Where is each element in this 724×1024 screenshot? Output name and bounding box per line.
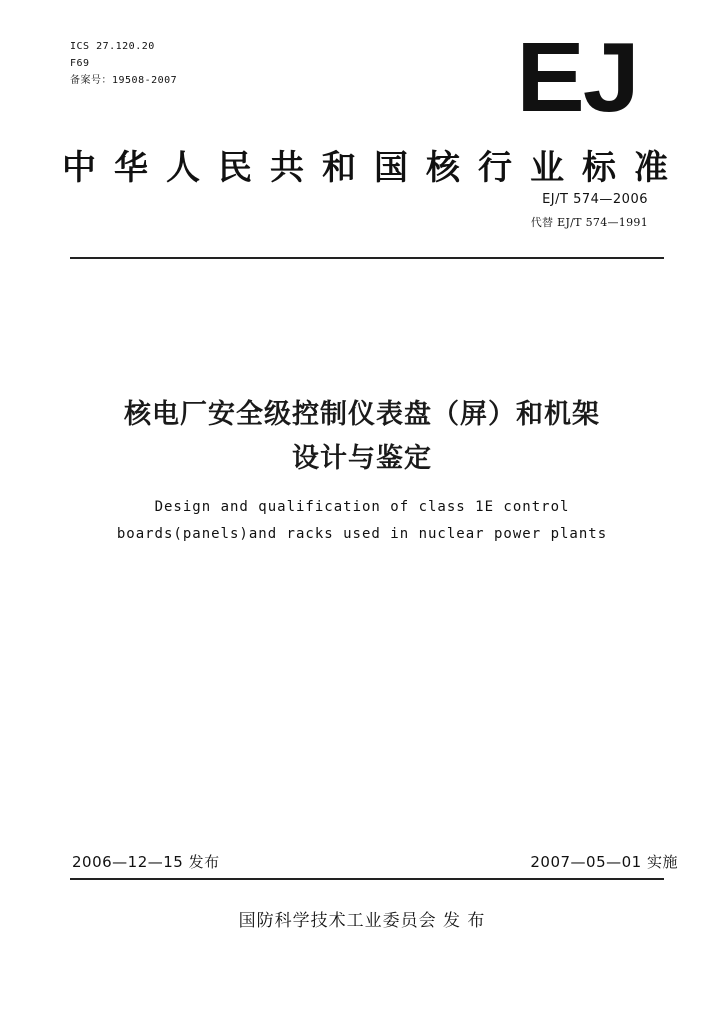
metadata-block [70, 38, 177, 89]
ics-code: ICS 27.120.20 [70, 41, 155, 52]
standard-type-title: 中华人民共和国核行业标准 [62, 148, 686, 188]
document-title-zh-line1: 核电厂安全级控制仪表盘（屏）和机架 [124, 399, 600, 430]
document-title-en-line1: Design and qualification of class 1E control [154, 499, 570, 515]
ej-logo: EJ [516, 22, 638, 132]
record-number: 备案号：19508-2007 [70, 75, 178, 86]
replaces-code: 代替 EJ/T 574—1991 [530, 216, 648, 229]
standard-code: EJ/T 574—2006 [542, 192, 648, 207]
effective-date: 2007—05—01 实施 [530, 853, 678, 871]
issue-date: 2006—12—15 发布 [72, 853, 220, 871]
document-title-en-line2: boards(panels)and racks used in nuclear power plants [116, 526, 608, 542]
publisher: 国防科学技术工业委员会 发 布 [238, 911, 486, 931]
top-divider [70, 257, 664, 259]
document-title-zh-line2: 设计与鉴定 [292, 443, 432, 474]
category-code: F69 [70, 58, 90, 69]
bottom-divider [70, 878, 664, 880]
